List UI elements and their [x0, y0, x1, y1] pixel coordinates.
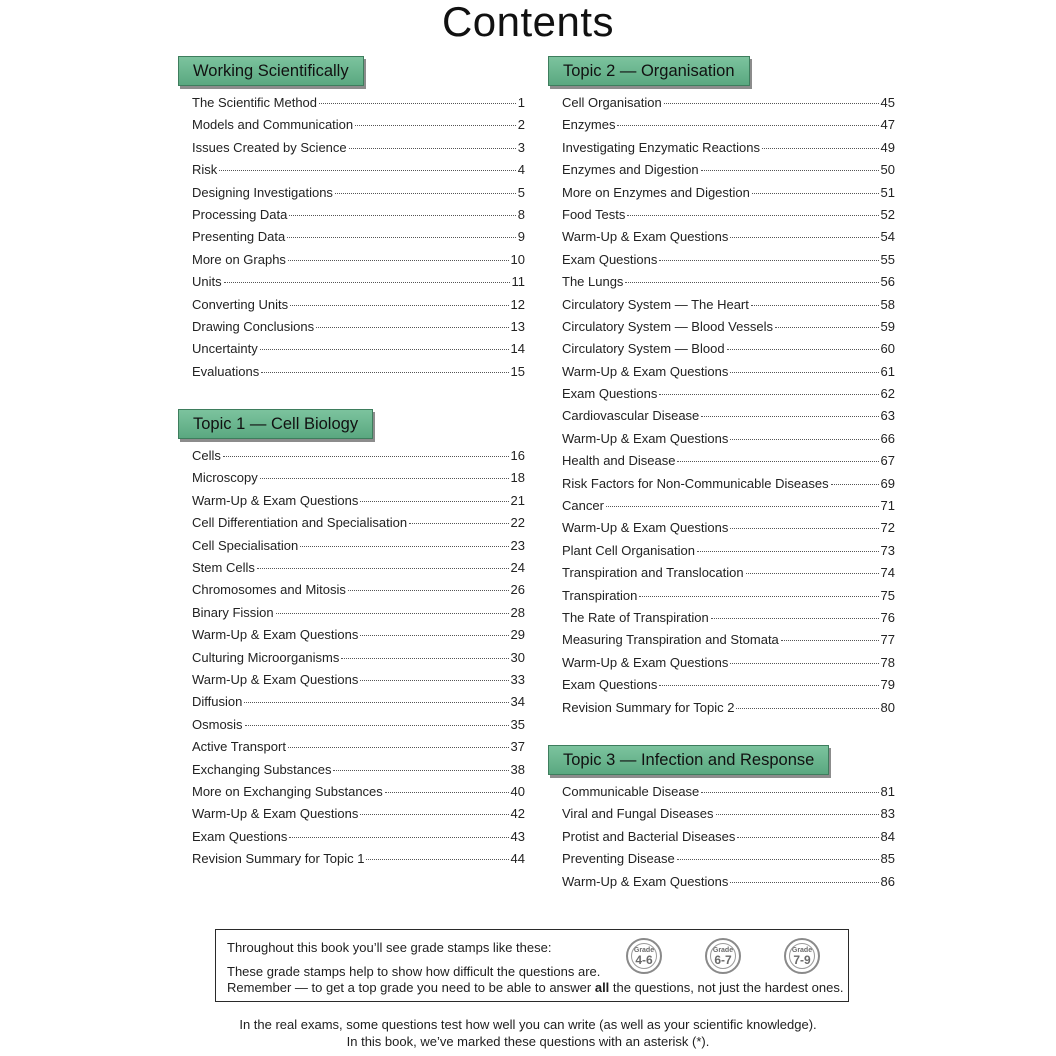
- dot-leader: [677, 461, 878, 462]
- toc-entry-page: 38: [510, 761, 525, 777]
- notice-line-3-start: Remember — to get a top grade you need to be able to answer: [227, 980, 595, 995]
- toc-entry-title: Cells: [192, 448, 221, 464]
- stamp-word: Grade: [791, 947, 813, 954]
- dot-leader: [737, 837, 878, 838]
- toc-entry-title: Issues Created by Science: [192, 139, 347, 155]
- toc-entry-page: 61: [880, 363, 895, 379]
- toc-entry: [562, 252, 895, 274]
- dot-leader: [333, 770, 508, 771]
- toc-entry-title: Enzymes and Digestion: [562, 162, 699, 178]
- toc-entry-title: Warm-Up & Exam Questions: [562, 363, 729, 379]
- toc-entry: [562, 874, 895, 896]
- footer-line-1: In the real exams, some questions test how well you can write (as well as your scientific knowledge).: [239, 1017, 817, 1032]
- toc-entry-title: Cancer: [562, 498, 604, 514]
- toc-entry-page: 78: [880, 654, 895, 670]
- toc-entry-title: Presenting Data: [192, 229, 286, 245]
- toc-entry-page: 26: [510, 582, 525, 598]
- dot-leader: [360, 680, 508, 681]
- toc-entry: [562, 319, 895, 341]
- dot-leader: [606, 506, 879, 507]
- toc-entry-page: 49: [880, 139, 895, 155]
- dot-leader: [711, 618, 879, 619]
- toc-entry-title: Warm-Up & Exam Questions: [562, 229, 729, 245]
- dot-leader: [289, 215, 515, 216]
- dot-leader: [349, 148, 516, 149]
- dot-leader: [625, 282, 878, 283]
- toc-entry-page: 14: [510, 341, 525, 357]
- toc-entry-page: 45: [880, 95, 895, 110]
- dot-leader: [366, 859, 508, 860]
- toc-entry: [562, 162, 895, 184]
- dot-leader: [257, 568, 509, 569]
- dot-leader: [276, 613, 509, 614]
- stamp-range: 6-7: [714, 953, 732, 967]
- toc-entry-title: Units: [192, 274, 222, 290]
- toc-entry-title: Food Tests: [562, 206, 626, 222]
- toc-entry-page: 63: [880, 408, 895, 424]
- toc-entry-page: 73: [880, 542, 895, 558]
- toc-entry-title: Cell Specialisation: [192, 537, 299, 553]
- toc-entry: [192, 297, 525, 319]
- toc-entry-title: Plant Cell Organisation: [562, 542, 695, 558]
- dot-leader: [223, 456, 509, 457]
- notice-line-3: [227, 980, 843, 995]
- toc-entry: [192, 739, 525, 761]
- toc-entry-title: Circulatory System — The Heart: [562, 296, 749, 312]
- dot-leader: [752, 193, 879, 194]
- dot-leader: [385, 792, 509, 793]
- dot-leader: [288, 260, 509, 261]
- toc-entry-page: 86: [880, 873, 895, 889]
- toc-entry: [562, 453, 895, 475]
- toc-entry-page: 43: [510, 828, 525, 844]
- dot-leader: [290, 305, 508, 306]
- toc-entry-title: Warm-Up & Exam Questions: [562, 654, 729, 670]
- toc-entry: [562, 185, 895, 207]
- dot-leader: [639, 596, 878, 597]
- dot-leader: [730, 882, 878, 883]
- toc-entry: [192, 582, 525, 604]
- toc-entry-title: Warm-Up & Exam Questions: [562, 520, 729, 536]
- grade-stamp-icon: [705, 938, 741, 974]
- toc-entry-title: Microscopy: [192, 470, 258, 486]
- section-heading: Topic 1 — Cell Biology: [178, 409, 373, 439]
- dot-leader: [261, 372, 508, 373]
- toc-entry-title: Osmosis: [192, 716, 243, 732]
- toc-entry-title: Designing Investigations: [192, 184, 333, 200]
- toc-entry-title: Circulatory System — Blood: [562, 341, 725, 357]
- dot-leader: [746, 573, 879, 574]
- toc-entry-title: Converting Units: [192, 296, 289, 312]
- toc-list: [562, 95, 895, 722]
- toc-entry-title: Enzymes: [562, 117, 616, 133]
- dot-leader: [245, 725, 509, 726]
- toc-entry-page: 83: [880, 806, 895, 822]
- dot-leader: [300, 546, 508, 547]
- toc-entry-title: Circulatory System — Blood Vessels: [562, 318, 773, 334]
- toc-entry-page: 13: [510, 318, 525, 334]
- dot-leader: [287, 237, 516, 238]
- dot-leader: [664, 103, 879, 104]
- toc-entry: [192, 538, 525, 560]
- toc-entry-title: Exam Questions: [562, 251, 658, 267]
- toc-entry: [562, 543, 895, 565]
- dot-leader: [341, 658, 508, 659]
- toc-entry-title: Cell Organisation: [562, 95, 662, 110]
- toc-entry: [562, 408, 895, 430]
- dot-leader: [730, 528, 878, 529]
- dot-leader: [762, 148, 879, 149]
- dot-leader: [751, 305, 879, 306]
- dot-leader: [335, 193, 516, 194]
- dot-leader: [831, 484, 879, 485]
- toc-entry-page: 23: [510, 537, 525, 553]
- dot-leader: [659, 260, 878, 261]
- dot-leader: [348, 590, 509, 591]
- left-column: [178, 56, 525, 897]
- toc-entry-title: The Scientific Method: [192, 95, 318, 110]
- toc-entry-title: The Lungs: [562, 274, 624, 290]
- toc-entry-page: 47: [880, 117, 895, 133]
- toc-entry: [562, 565, 895, 587]
- footer-line-2: In this book, we’ve marked these questions with an asterisk (*).: [346, 1034, 710, 1049]
- toc-entry: [562, 229, 895, 251]
- toc-entry: [192, 784, 525, 806]
- toc-entry: [192, 717, 525, 739]
- toc-entry-page: 11: [511, 274, 525, 290]
- toc-entry-page: 79: [880, 677, 895, 693]
- toc-entry: [192, 650, 525, 672]
- dot-leader: [781, 640, 879, 641]
- toc-entry: [562, 431, 895, 453]
- toc-entry: [562, 784, 895, 806]
- right-column: [548, 56, 895, 919]
- dot-leader: [677, 859, 879, 860]
- toc-entry-title: Evaluations: [192, 363, 260, 379]
- dot-leader: [319, 103, 516, 104]
- section-heading: Topic 3 — Infection and Response: [548, 745, 829, 775]
- toc-entry-title: Exam Questions: [192, 828, 288, 844]
- toc-entry: [192, 515, 525, 537]
- dot-leader: [288, 747, 509, 748]
- dot-leader: [244, 702, 508, 703]
- toc-entry-title: Models and Communication: [192, 117, 354, 133]
- toc-entry-title: Cell Differentiation and Specialisation: [192, 515, 408, 531]
- toc-entry-page: 12: [510, 296, 525, 312]
- toc-entry-page: 9: [517, 229, 525, 245]
- toc-entry-page: 22: [510, 515, 525, 531]
- toc-section: [548, 56, 895, 722]
- toc-entry-page: 18: [510, 470, 525, 486]
- toc-entry: [562, 297, 895, 319]
- toc-entry-title: Communicable Disease: [562, 783, 700, 799]
- dot-leader: [260, 349, 509, 350]
- toc-entry-title: Warm-Up & Exam Questions: [562, 873, 729, 889]
- toc-entry-page: 42: [510, 806, 525, 822]
- toc-entry-page: 16: [510, 448, 525, 464]
- toc-entry: [192, 493, 525, 515]
- dot-leader: [697, 551, 879, 552]
- toc-entry: [192, 672, 525, 694]
- toc-entry: [562, 117, 895, 139]
- dot-leader: [289, 837, 508, 838]
- notice-line-3-end: the questions, not just the hardest ones.: [609, 980, 844, 995]
- toc-entry: [562, 700, 895, 722]
- toc-entry: [562, 498, 895, 520]
- dot-leader: [730, 372, 878, 373]
- toc-entry-title: Exchanging Substances: [192, 761, 332, 777]
- dot-leader: [730, 663, 878, 664]
- dot-leader: [360, 635, 508, 636]
- toc-entry-page: 2: [517, 117, 525, 133]
- grade-stamp-icon: [784, 938, 820, 974]
- dot-leader: [224, 282, 510, 283]
- toc-entry-page: 50: [880, 162, 895, 178]
- toc-entry: [192, 470, 525, 492]
- dot-leader: [360, 814, 508, 815]
- toc-entry: [562, 851, 895, 873]
- toc-entry-title: Preventing Disease: [562, 851, 675, 867]
- toc-entry: [562, 95, 895, 117]
- toc-entry-title: Binary Fission: [192, 604, 274, 620]
- toc-entry-page: 10: [510, 251, 525, 267]
- toc-entry-page: 80: [880, 699, 895, 715]
- toc-entry-title: Stem Cells: [192, 560, 255, 576]
- toc-entry-page: 85: [880, 851, 895, 867]
- dot-leader: [659, 394, 878, 395]
- toc-entry-page: 44: [510, 851, 525, 867]
- toc-entry-page: 81: [880, 783, 895, 799]
- stamp-word: Grade: [633, 947, 655, 954]
- toc-entry-title: Chromosomes and Mitosis: [192, 582, 346, 598]
- toc-entry-page: 35: [510, 716, 525, 732]
- toc-entry-page: 51: [880, 184, 895, 200]
- toc-entry: [192, 95, 525, 117]
- dot-leader: [736, 708, 878, 709]
- toc-entry-title: Active Transport: [192, 739, 286, 755]
- grade-stamp-icon: [626, 938, 662, 974]
- toc-entry: [192, 207, 525, 229]
- toc-entry-title: Cardiovascular Disease: [562, 408, 700, 424]
- dot-leader: [659, 685, 878, 686]
- toc-entry: [192, 829, 525, 851]
- toc-entry-page: 37: [510, 739, 525, 755]
- dot-leader: [701, 792, 878, 793]
- toc-entry-page: 77: [880, 632, 895, 648]
- toc-entry-page: 1: [517, 95, 525, 110]
- toc-entry-title: Warm-Up & Exam Questions: [192, 627, 359, 643]
- toc-entry: [562, 520, 895, 542]
- toc-entry-title: The Rate of Transpiration: [562, 609, 709, 625]
- toc-entry: [562, 632, 895, 654]
- toc-entry: [192, 229, 525, 251]
- toc-entry: [192, 319, 525, 341]
- dot-leader: [627, 215, 878, 216]
- notice-line-1: Throughout this book you’ll see grade stamps like these:: [227, 940, 552, 955]
- toc-entry-title: More on Enzymes and Digestion: [562, 184, 750, 200]
- grade-stamp-notice: [215, 929, 849, 1002]
- toc-entry-title: Risk Factors for Non-Communicable Diseases: [562, 475, 829, 491]
- toc-entry-page: 75: [880, 587, 895, 603]
- toc-entry-title: Uncertainty: [192, 341, 258, 357]
- toc-entry-title: More on Graphs: [192, 251, 286, 267]
- dot-leader: [360, 501, 508, 502]
- page-title: Contents: [441, 0, 615, 45]
- toc-entry-title: Viral and Fungal Diseases: [562, 806, 714, 822]
- dot-leader: [727, 349, 879, 350]
- dot-leader: [775, 327, 879, 328]
- dot-leader: [701, 170, 879, 171]
- toc-entry-title: Transpiration and Translocation: [562, 565, 744, 581]
- toc-entry-page: 24: [510, 560, 525, 576]
- toc-entry-title: Warm-Up & Exam Questions: [192, 671, 359, 687]
- toc-entry-page: 72: [880, 520, 895, 536]
- toc-entry-title: Risk: [192, 162, 218, 178]
- toc-entry: [192, 274, 525, 296]
- toc-entry-page: 40: [510, 783, 525, 799]
- toc-list: [562, 784, 895, 896]
- toc-entry-page: 60: [880, 341, 895, 357]
- toc-entry: [562, 386, 895, 408]
- toc-entry-page: 8: [517, 206, 525, 222]
- toc-entry: [562, 341, 895, 363]
- dot-leader: [316, 327, 508, 328]
- toc-list: [192, 448, 525, 873]
- toc-section: [178, 409, 525, 873]
- toc-entry-title: Diffusion: [192, 694, 243, 710]
- dot-leader: [701, 416, 878, 417]
- toc-entry: [192, 627, 525, 649]
- toc-entry-title: Revision Summary for Topic 2: [562, 699, 735, 715]
- dot-leader: [716, 814, 879, 815]
- toc-entry-page: 15: [510, 363, 525, 379]
- toc-entry-page: 69: [880, 475, 895, 491]
- toc-entry-title: Processing Data: [192, 206, 288, 222]
- toc-entry-page: 28: [510, 604, 525, 620]
- toc-entry-page: 30: [510, 649, 525, 665]
- toc-entry: [562, 806, 895, 828]
- section-heading: Topic 2 — Organisation: [548, 56, 750, 86]
- toc-entry-title: Protist and Bacterial Diseases: [562, 828, 736, 844]
- toc-entry-title: Warm-Up & Exam Questions: [192, 492, 359, 508]
- toc-entry-page: 54: [880, 229, 895, 245]
- toc-entry-page: 29: [510, 627, 525, 643]
- stamp-word: Grade: [712, 947, 734, 954]
- toc-section: [548, 745, 895, 896]
- dot-leader: [219, 170, 515, 171]
- toc-entry: [192, 364, 525, 386]
- toc-entry: [192, 140, 525, 162]
- toc-entry: [192, 162, 525, 184]
- toc-entry: [562, 677, 895, 699]
- toc-entry-title: Revision Summary for Topic 1: [192, 851, 365, 867]
- toc-entry: [562, 610, 895, 632]
- toc-entry: [192, 448, 525, 470]
- stamp-range: 7-9: [793, 953, 811, 967]
- toc-entry-page: 33: [510, 671, 525, 687]
- toc-entry-page: 59: [880, 318, 895, 334]
- stamp-range: 4-6: [635, 953, 653, 967]
- toc-entry-page: 55: [880, 251, 895, 267]
- section-heading: Working Scientifically: [178, 56, 364, 86]
- toc-entry-title: Measuring Transpiration and Stomata: [562, 632, 779, 648]
- dot-leader: [730, 237, 878, 238]
- toc-entry-title: Investigating Enzymatic Reactions: [562, 139, 760, 155]
- toc-entry: [192, 185, 525, 207]
- toc-entry-page: 84: [880, 828, 895, 844]
- toc-entry: [192, 694, 525, 716]
- toc-entry-page: 34: [510, 694, 525, 710]
- toc-list: [192, 95, 525, 386]
- toc-entry: [562, 274, 895, 296]
- toc-entry: [562, 829, 895, 851]
- notice-line-3-bold: all: [594, 980, 610, 995]
- toc-entry-page: 67: [880, 453, 895, 469]
- toc-entry: [192, 605, 525, 627]
- toc-entry-page: 62: [880, 386, 895, 402]
- toc-entry-page: 71: [880, 498, 895, 514]
- toc-entry-page: 52: [880, 206, 895, 222]
- toc-entry-title: Drawing Conclusions: [192, 318, 315, 334]
- toc-entry: [562, 476, 895, 498]
- toc-entry-title: Exam Questions: [562, 386, 658, 402]
- toc-entry-page: 5: [517, 184, 525, 200]
- toc-entry-title: Transpiration: [562, 587, 638, 603]
- toc-entry: [562, 364, 895, 386]
- toc-entry-title: Warm-Up & Exam Questions: [192, 806, 359, 822]
- toc-entry-page: 4: [517, 162, 525, 178]
- toc-section: [178, 56, 525, 386]
- toc-entry: [192, 762, 525, 784]
- notice-line-2: These grade stamps help to show how difficult the questions are.: [227, 964, 601, 979]
- toc-entry: [192, 560, 525, 582]
- dot-leader: [409, 523, 508, 524]
- toc-entry: [192, 806, 525, 828]
- dot-leader: [260, 478, 509, 479]
- toc-entry: [562, 207, 895, 229]
- toc-entry: [192, 252, 525, 274]
- toc-entry: [192, 117, 525, 139]
- toc-entry: [562, 140, 895, 162]
- toc-entry-title: Health and Disease: [562, 453, 676, 469]
- toc-entry-page: 76: [880, 609, 895, 625]
- toc-entry-title: Exam Questions: [562, 677, 658, 693]
- dot-leader: [617, 125, 878, 126]
- toc-entry-page: 56: [880, 274, 895, 290]
- footer-note: [0, 1016, 1056, 1050]
- toc-entry-title: More on Exchanging Substances: [192, 783, 383, 799]
- toc-entry-page: 3: [517, 139, 525, 155]
- toc-entry-page: 74: [880, 565, 895, 581]
- toc-entry-page: 21: [510, 492, 525, 508]
- toc-entry-title: Culturing Microorganisms: [192, 649, 340, 665]
- toc-entry: [562, 655, 895, 677]
- dot-leader: [355, 125, 516, 126]
- toc-entry: [192, 851, 525, 873]
- dot-leader: [730, 439, 878, 440]
- toc-entry-title: Warm-Up & Exam Questions: [562, 430, 729, 446]
- toc-entry-page: 66: [880, 430, 895, 446]
- toc-entry-page: 58: [880, 296, 895, 312]
- toc-entry: [192, 341, 525, 363]
- toc-entry: [562, 588, 895, 610]
